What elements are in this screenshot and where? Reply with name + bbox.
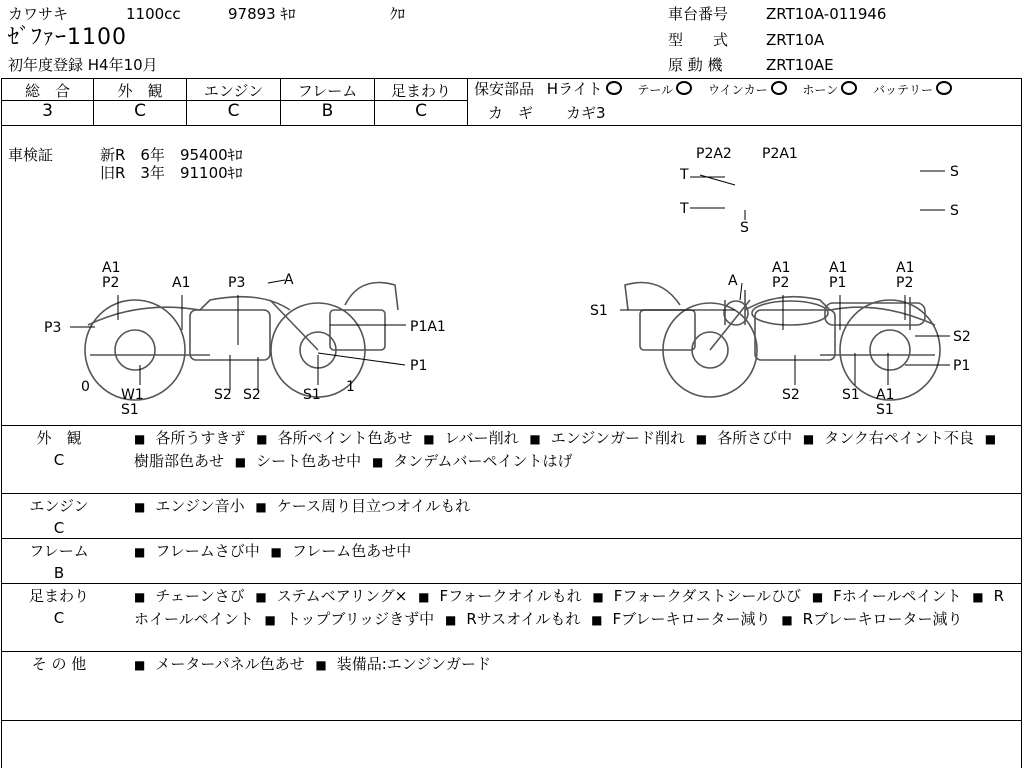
diagram-label: P2 [896, 275, 914, 291]
key-label: カ ギ [488, 104, 534, 122]
grade-header-overall: 総 合 [24, 82, 70, 100]
diagram-label: P2 [772, 275, 790, 291]
rule [1, 78, 1022, 79]
remark-item: ■ フレーム色あせ中 [271, 542, 412, 560]
key-value: カギ3 [566, 104, 606, 122]
color: ｸﾛ [390, 5, 406, 23]
section-grade: C [53, 609, 65, 627]
equipment-item-label: テール [637, 83, 674, 97]
equipment-item-label: ウインカー [707, 83, 768, 97]
diagram-label: A1 [896, 260, 915, 276]
section-title: フレーム [29, 542, 89, 560]
diagram-label: P3 [228, 275, 246, 291]
remark-item: ■ タンデムバーペイントはげ [372, 452, 573, 470]
section-items [134, 585, 1014, 631]
grade-exterior: C [134, 101, 146, 121]
remark-item: ■ Fフォークダストシールひび [592, 587, 801, 605]
ok-circle-icon [841, 81, 857, 95]
diagram-label: A1 [876, 387, 895, 403]
diagram-label: 0 [81, 379, 90, 395]
equipment-item [873, 80, 955, 98]
diagram-label: S2 [782, 387, 800, 403]
grade-header-engine: エンジン [203, 82, 264, 100]
equipment-item [708, 80, 790, 98]
diagram-label: A1 [172, 275, 191, 291]
diagram-label: T [680, 167, 689, 183]
diagram-label: S1 [842, 387, 860, 403]
equipment-item-label: ホーン [802, 83, 839, 97]
section-grade: C [53, 451, 65, 469]
diagram-label: P1A1 [410, 319, 446, 335]
section-title: エンジン [29, 497, 89, 515]
section-label [4, 427, 114, 471]
right-side-diagram [590, 260, 971, 418]
diagram-label: W1 [121, 387, 144, 403]
diagram-label: S1 [876, 402, 894, 418]
remark-item: ■ 樹脂部色あせ [134, 429, 1006, 470]
diagram-label: A1 [772, 260, 791, 276]
diagram-label: S2 [243, 387, 261, 403]
section-items [134, 495, 1014, 518]
equipment-label: 保安部品 [474, 80, 535, 98]
remark-item: ■ 各所ペイント色あせ [256, 429, 412, 447]
equipment-item [637, 80, 695, 98]
diagram-label: P3 [44, 320, 62, 336]
remark-item: ■ メーターパネル色あせ [134, 655, 305, 673]
ok-circle-icon [771, 81, 787, 95]
remark-item: ■ Fフォークオイルもれ [418, 587, 581, 605]
equipment-item [547, 80, 625, 98]
grade-engine: C [227, 101, 240, 121]
remark-item: ■ Rブレーキローター減り [781, 610, 962, 628]
section-label [4, 653, 114, 675]
top-view-diagram [679, 146, 959, 330]
rule [1, 720, 1022, 721]
diagram-label: S1 [303, 387, 321, 403]
remark-item: ■ チェーンさび [134, 587, 245, 605]
section-title: 外 観 [36, 429, 82, 447]
section-grade: C [53, 519, 65, 537]
diagram-label: A [728, 273, 738, 289]
grade-header-frame: フレーム [297, 82, 358, 100]
equipment-item-label: バッテリー [872, 83, 933, 97]
remark-item: ■ Rサスオイルもれ [445, 610, 580, 628]
mileage: 97893 ｷﾛ [228, 5, 296, 23]
grade-header-exterior: 外 観 [117, 82, 163, 100]
diagram-label: S [740, 220, 749, 236]
grade-overall: 3 [42, 101, 53, 121]
section-items [134, 653, 1014, 676]
left-side-diagram [44, 260, 446, 418]
rule [467, 78, 468, 125]
equipment-row [474, 80, 963, 99]
section-label [4, 495, 114, 539]
inspection-label: 車検証 [8, 146, 54, 164]
equipment-item-label: Hライト [546, 80, 603, 98]
diagram-label: S2 [214, 387, 232, 403]
ok-circle-icon [936, 81, 952, 95]
section-items [134, 540, 1014, 563]
remark-item: ■ 各所うすきず [134, 429, 245, 447]
type-value: ZRT10A [766, 31, 825, 49]
diagram-label: P1 [953, 358, 971, 374]
diagram-label: 1 [346, 379, 355, 395]
section-grade: B [53, 564, 65, 582]
frame-no-label: 車台番号 [668, 5, 729, 23]
grade-suspension: C [415, 101, 427, 121]
diagram-label: P2 [102, 275, 120, 291]
remark-item: ■ シート色あせ中 [235, 452, 361, 470]
grade-frame: B [321, 101, 334, 121]
remark-item: ■ タンク右ペイント不良 [803, 429, 974, 447]
diagram-label: P1 [410, 358, 428, 374]
diagram-label: P2A1 [762, 146, 798, 162]
remark-item: ■ エンジン音小 [134, 497, 245, 515]
frame-no: ZRT10A-011946 [766, 5, 887, 23]
remark-item: ■ 各所さび中 [696, 429, 792, 447]
remark-item: ■ Rホイールペイント [134, 587, 1004, 628]
damage-diagrams [0, 125, 1024, 425]
rule [1, 425, 1022, 426]
section-title: 足まわり [28, 587, 89, 605]
diagram-label: S [950, 164, 959, 180]
diagram-label: S [950, 203, 959, 219]
rule [1, 583, 1022, 584]
remark-item: ■ 装備品:エンジンガード [315, 655, 491, 673]
diagram-label: A [284, 272, 294, 288]
section-label [4, 585, 114, 629]
ok-circle-icon [676, 81, 692, 95]
grade-header-suspension: 足まわり [390, 82, 451, 100]
remark-item: ■ トップブリッジきず中 [264, 610, 434, 628]
maker: カワサキ [8, 5, 69, 23]
section-title: そ の 他 [31, 655, 87, 673]
first-registration: 初年度登録 H4年10月 [8, 56, 158, 74]
type-label: 型 式 [668, 31, 729, 49]
remark-item: ■ ステムベアリング× [255, 587, 407, 605]
diagram-label: P1 [829, 275, 847, 291]
remark-item: ■ レバー削れ [423, 429, 518, 447]
equipment-item [802, 80, 860, 98]
diagram-label: S2 [953, 329, 971, 345]
section-items [134, 427, 1014, 473]
diagram-label: P2A2 [696, 146, 732, 162]
inspection-new: 新R 6年 95400ｷﾛ [100, 146, 243, 164]
model-name: ｾﾞﾌｧｰ1100 [8, 25, 127, 50]
remark-item: ■ エンジンガード削れ [529, 429, 685, 447]
diagram-label: S1 [590, 303, 608, 319]
ok-circle-icon [606, 81, 622, 95]
diagram-label: A1 [102, 260, 121, 276]
inspection-old: 旧R 3年 91100ｷﾛ [100, 164, 243, 182]
displacement: 1100cc [126, 5, 181, 23]
remark-item: ■ フレームさび中 [134, 542, 260, 560]
remark-item: ■ ケース周り目立つオイルもれ [255, 497, 470, 515]
remark-item: ■ Fホイールペイント [812, 587, 962, 605]
engine-value: ZRT10AE [766, 56, 834, 74]
diagram-label: S1 [121, 402, 139, 418]
rule [1, 651, 1022, 652]
rule [1, 538, 1022, 539]
engine-label: 原 動 機 [668, 56, 723, 74]
remark-item: ■ Fブレーキローター減り [591, 610, 770, 628]
diagram-label: T [680, 201, 689, 217]
section-label [4, 540, 114, 584]
rule [1, 493, 1022, 494]
diagram-label: A1 [829, 260, 848, 276]
